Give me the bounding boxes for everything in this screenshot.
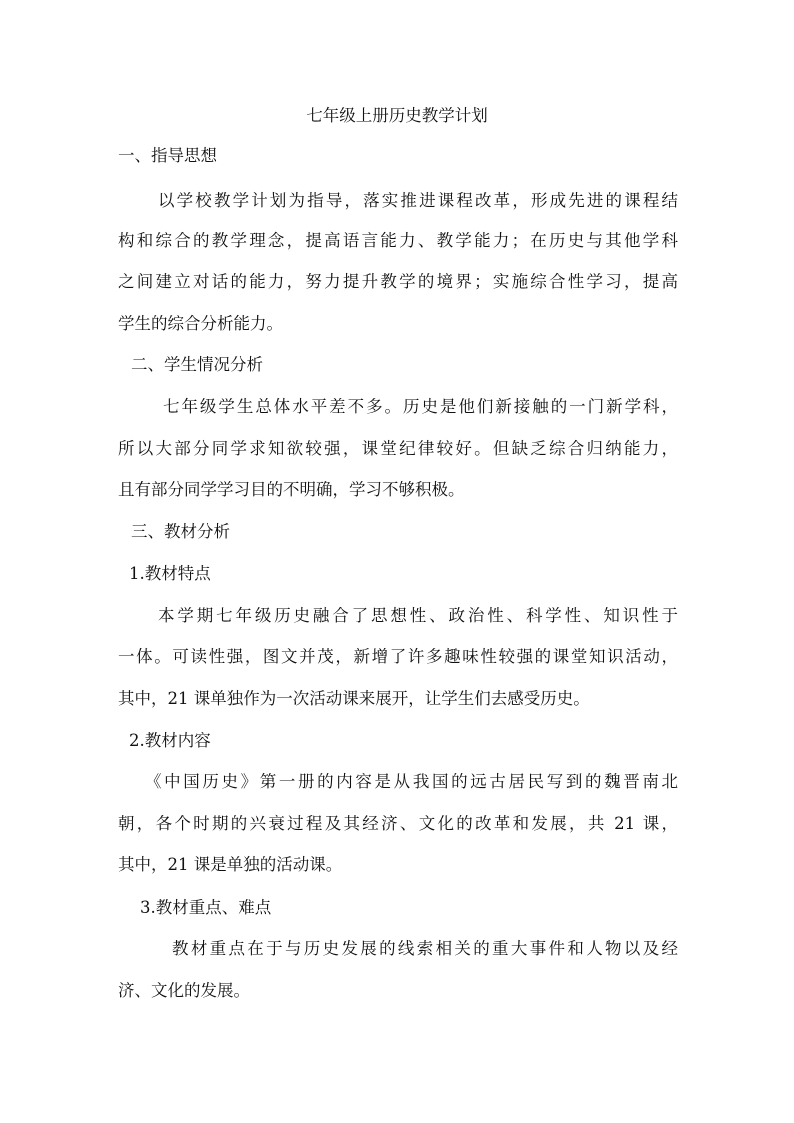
paragraph-line: 《中国历史》第一册的内容是从我国的远古居民写到的魏晋南北 — [145, 772, 678, 791]
paragraph-line: 之间建立对话的能力，努力提升教学的境界；实施综合性学习，提高 — [118, 272, 678, 291]
paragraph-line: 朝，各个时期的兴衰过程及其经济、文化的改革和发展，共 21 课， — [118, 814, 678, 833]
paragraph-line: 教材重点在于与历史发展的线索相关的重大事件和人物以及经 — [172, 939, 678, 958]
section-heading-guiding-ideology: 一、指导思想 — [118, 146, 217, 165]
paragraph-line: 构和综合的教学理念，提高语言能力、教学能力；在历史与其他学科 — [118, 231, 678, 250]
section-heading-student-analysis: 二、学生情况分析 — [131, 355, 263, 374]
paragraph-line: 且有部分同学学习目的不明确，学习不够积极。 — [118, 480, 465, 499]
paragraph-line: 以学校教学计划为指导，落实推进课程改革，形成先进的课程结 — [158, 191, 678, 210]
paragraph-line: 学生的综合分析能力。 — [118, 314, 283, 333]
paragraph-line: 济、文化的发展。 — [118, 981, 250, 1000]
subsection-heading-key-points: 3.教材重点、难点 — [140, 898, 272, 917]
subsection-heading-features: 1.教材特点 — [129, 564, 211, 583]
paragraph-line: 七年级学生总体水平差不多。历史是他们新接触的一门新学科， — [163, 397, 678, 416]
section-heading-textbook-analysis: 三、教材分析 — [131, 522, 230, 541]
paragraph-line: 所以大部分同学求知欲较强，课堂纪律较好。但缺乏综合归纳能力， — [118, 439, 678, 458]
paragraph-line: 其中，21 课单独作为一次活动课来展开，让学生们去感受历史。 — [118, 689, 590, 708]
document-title: 七年级上册历史教学计划 — [306, 106, 488, 125]
paragraph-line: 本学期七年级历史融合了思想性、政治性、科学性、知识性于 — [158, 606, 678, 625]
paragraph-line: 其中，21 课是单独的活动课。 — [118, 855, 343, 874]
paragraph-line: 一体。可读性强，图文并茂，新增了许多趣味性较强的课堂知识活动， — [118, 647, 678, 666]
subsection-heading-content: 2.教材内容 — [129, 731, 211, 750]
